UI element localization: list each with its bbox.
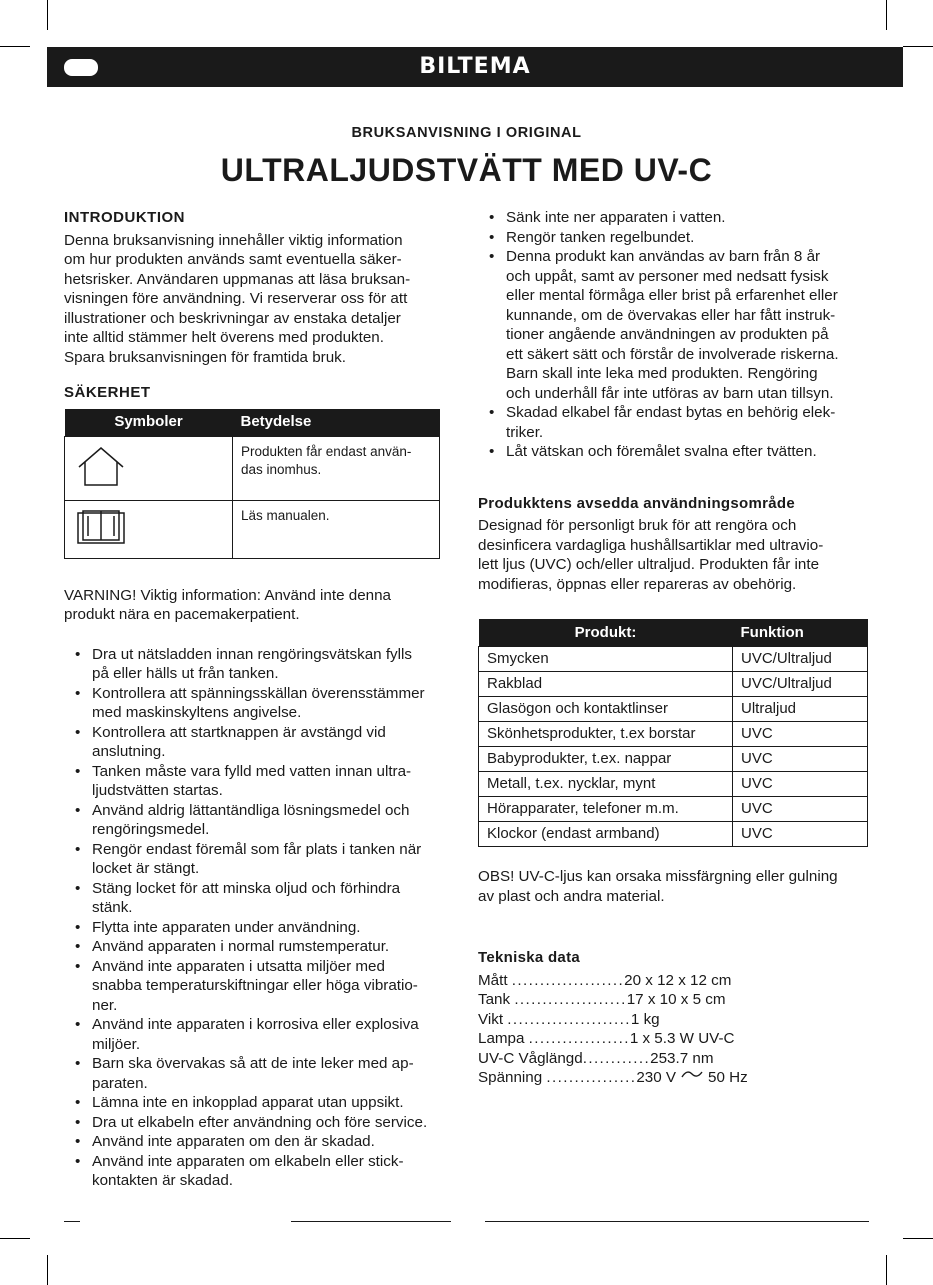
crop-mark: [0, 46, 30, 47]
tech-leader-dots: ............: [582, 1049, 651, 1067]
tech-heading: Tekniska data: [478, 949, 581, 966]
meaning-cell: [233, 436, 440, 500]
safety-bullet-list-continued: [478, 208, 898, 462]
tech-leader-dots: ................: [546, 1069, 637, 1086]
symbol-cell: [65, 436, 233, 500]
text-line: lett ljus (UVC) och/eller ultraljud. Produkten får inte: [478, 556, 820, 573]
function-cell: UVC: [733, 747, 868, 772]
function-cell: UVC: [733, 797, 868, 822]
meaning-cell: [233, 500, 440, 558]
tech-data-list: [478, 971, 898, 1088]
text-line: VARNING! Viktig information: Använd inte denna: [64, 586, 391, 604]
text-line: hetsrisker. Användaren uppmanas att läsa bruksan-: [64, 270, 411, 288]
tech-label: Vikt: [478, 1010, 508, 1028]
tech-label: Spänning: [478, 1069, 547, 1086]
list-item: [506, 208, 898, 228]
text-line: • Använd inte apparaten om elkabeln eller stick-: [92, 1152, 404, 1170]
crop-mark: [903, 46, 933, 47]
list-item: [92, 723, 464, 762]
tech-leader-dots: ....................: [514, 991, 627, 1008]
tech-label: UV-C Våglängd: [478, 1049, 583, 1067]
table-header: Funktion: [733, 619, 868, 647]
list-item: [506, 442, 898, 462]
product-function-table: [478, 619, 868, 847]
page-title: ULTRALJUDSTVÄTT MED UV-C: [220, 152, 713, 188]
product-cell: Skönhetsprodukter, t.ex borstar: [479, 722, 733, 747]
footer-rule: [485, 1221, 869, 1222]
text-line: • Barn ska övervakas så att de inte leker med ap-: [92, 1055, 414, 1072]
text-line: • Använd inte apparaten i korrosiva eller explosiva: [92, 1016, 419, 1033]
text-line: • Denna produkt kan användas av barn från 8 år: [506, 248, 821, 265]
text-line: • Använd inte apparaten om den är skadad.: [92, 1133, 375, 1150]
text-line: stänk.: [92, 899, 133, 916]
intended-use-heading: Produkktens avsedda användningsområde: [478, 494, 796, 512]
crop-mark: [886, 1255, 887, 1285]
function-cell: Ultraljud: [733, 697, 868, 722]
list-item: [92, 879, 464, 918]
intended-use-text: [478, 516, 898, 594]
text-line: locket är stängt.: [92, 860, 200, 877]
table-row: [479, 822, 868, 847]
text-line: • Lämna inte en inkopplad apparat utan uppsikt.: [92, 1094, 404, 1111]
crop-mark: [886, 0, 887, 30]
product-cell: Glasögon och kontaktlinser: [479, 697, 733, 722]
tech-value: 17 x 10 x 5 cm: [626, 991, 726, 1008]
text-line: • Rengör endast föremål som får plats i tanken när: [92, 840, 422, 858]
function-cell: UVC: [733, 722, 868, 747]
function-cell: UVC: [733, 772, 868, 797]
text-line: • Kontrollera att spänningsskällan överensstämmer: [92, 684, 425, 702]
tech-label: Lampa: [478, 1030, 529, 1047]
list-item: [92, 1113, 464, 1133]
list-item: [92, 762, 464, 801]
text-line: inte alltid stämmer helt överens med produkten.: [64, 329, 384, 346]
list-item: [506, 403, 898, 442]
text-line: snabba temperaturskiftningar eller höga vibratio-: [92, 977, 418, 994]
brand-header-bar: [47, 47, 903, 87]
text-line: OBS! UV-C-ljus kan orsaka missfärgning eller gulning: [478, 868, 838, 885]
symbols-table: [64, 409, 440, 559]
safety-heading: SÄKERHET: [64, 384, 151, 401]
text-line: och underhåll får inte utföras av barn utan tillsyn.: [506, 384, 834, 402]
text-line: • Tanken måste vara fylld med vatten innan ultra-: [92, 762, 412, 780]
text-line: Designad för personligt bruk för att rengöra och: [478, 517, 797, 534]
text-line: ett säkert sätt och förstår de involverade riskerna.: [506, 345, 839, 363]
safety-bullet-list: [64, 645, 464, 1191]
text-line: modifieras, öppnas eller repareras av obehörig.: [478, 575, 797, 593]
text-line: visningen före användning. Vi reserverar oss för att: [64, 290, 408, 307]
table-row: [65, 500, 440, 558]
list-item: [92, 957, 464, 1016]
function-cell: UVC/Ultraljud: [733, 672, 868, 697]
list-item: [92, 684, 464, 723]
tech-label: Mått: [478, 971, 512, 989]
ac-wave-icon: [680, 1068, 704, 1082]
crop-mark: [903, 1238, 933, 1239]
table-row: [479, 772, 868, 797]
text-line: paraten.: [92, 1074, 148, 1092]
text-line: Spara bruksanvisningen för framtida bruk.: [64, 348, 346, 366]
text-line: desinficera vardagliga hushållsartiklar med ultravio-: [478, 536, 824, 554]
tech-value: 230 V: [636, 1069, 677, 1086]
list-item: [92, 840, 464, 879]
tech-value: 1 kg: [630, 1010, 660, 1028]
text-line: miljöer.: [92, 1035, 141, 1053]
list-item: [92, 918, 464, 938]
product-cell: Metall, t.ex. nycklar, mynt: [479, 772, 733, 797]
intro-text: [64, 231, 464, 368]
table-header: Produkt:: [479, 619, 733, 647]
list-item: [92, 937, 464, 957]
list-item: [92, 1015, 464, 1054]
crop-mark: [47, 1255, 48, 1285]
text-line: • Dra ut elkabeln efter användning och före service.: [92, 1113, 428, 1131]
text-line: om hur produkten används samt eventuella säker-: [64, 251, 402, 268]
text-line: och uppåt, samt av personer med nedsatt fysisk: [506, 267, 829, 285]
table-row: [65, 436, 440, 500]
text-line: • Låt vätskan och föremålet svalna efter tvätten.: [506, 443, 817, 460]
table-row: [479, 647, 868, 672]
text-line: • Använd apparaten i normal rumstemperatur.: [92, 938, 390, 955]
function-cell: UVC/Ultraljud: [733, 647, 868, 672]
left-column: [64, 208, 464, 1191]
tech-value-frequency: 50 Hz: [708, 1069, 748, 1086]
text-line: tioner angående användningen av produkten på: [506, 326, 829, 343]
footer-rule: [291, 1221, 451, 1222]
text-line: illustrationer och beskrivningar av enstaka detaljer: [64, 309, 401, 327]
list-item: [92, 645, 464, 684]
text-line: kunnande, om de övervakas eller har fått instruk-: [506, 306, 836, 324]
text-line: eller mental förmåga eller brist på erfarenhet eller: [506, 287, 838, 304]
tech-value: 253.7 nm: [650, 1049, 714, 1067]
list-item: [92, 1132, 464, 1152]
tech-value: 1 x 5.3 W UV-C: [629, 1030, 735, 1047]
tech-label: Tank: [478, 991, 515, 1008]
text-line: Läs manualen.: [241, 507, 330, 523]
list-item: [92, 801, 464, 840]
tech-leader-dots: ....................: [511, 971, 625, 989]
tech-value: 20 x 12 x 12 cm: [624, 971, 732, 989]
tech-row: [478, 1010, 898, 1030]
footer-rule: [64, 1221, 80, 1222]
text-line: • Rengör tanken regelbundet.: [506, 228, 695, 246]
brand-logo: BILTEMA: [419, 54, 531, 79]
table-row: [479, 747, 868, 772]
text-line: med maskinskyltens angivelse.: [92, 704, 302, 721]
text-line: • Dra ut nätsladden innan rengöringsvätskan fylls: [92, 645, 412, 663]
product-cell: Smycken: [479, 647, 733, 672]
tech-row: [478, 971, 898, 991]
text-line: ner.: [92, 996, 118, 1014]
text-line: av plast och andra material.: [478, 887, 665, 905]
product-cell: Hörapparater, telefoner m.m.: [479, 797, 733, 822]
text-line: das inomhus.: [241, 461, 322, 477]
crop-mark: [0, 1238, 30, 1239]
text-line: • Skadad elkabel får endast bytas en behörig elek-: [506, 404, 836, 421]
text-line: kontakten är skadad.: [92, 1172, 233, 1189]
list-item: [506, 247, 898, 403]
crop-mark: [47, 0, 48, 30]
tech-row: [478, 1068, 898, 1088]
text-line: • Kontrollera att startknappen är avstängd vid: [92, 723, 386, 741]
symbol-cell: [65, 500, 233, 558]
list-item: [92, 1152, 464, 1191]
intro-heading: INTRODUKTION: [64, 209, 185, 226]
table-row: [479, 697, 868, 722]
function-cell: UVC: [733, 822, 868, 847]
text-line: Denna bruksanvisning innehåller viktig information: [64, 231, 403, 249]
text-line: Barn skall inte leka med produkten. Rengöring: [506, 365, 818, 382]
tech-row: [478, 990, 898, 1010]
text-line: rengöringsmedel.: [92, 821, 210, 838]
table-header-row: [65, 409, 440, 437]
table-row: [479, 722, 868, 747]
product-cell: Rakblad: [479, 672, 733, 697]
table-header-row: [479, 619, 868, 647]
text-line: Produkten får endast använ-: [241, 443, 412, 459]
text-line: • Sänk inte ner apparaten i vatten.: [506, 209, 726, 226]
text-line: på eller hälls ut från tanken.: [92, 665, 279, 682]
table-row: [479, 672, 868, 697]
warning-text: [64, 586, 464, 625]
right-column: [478, 208, 898, 1088]
text-line: produkt nära en pacemakerpatient.: [64, 606, 300, 623]
text-line: • Använd inte apparaten i utsatta miljöer med: [92, 957, 385, 975]
pretitle: BRUKSANVISNING I ORIGINAL: [351, 125, 582, 141]
tech-leader-dots: ......................: [507, 1010, 631, 1028]
list-item: [92, 1093, 464, 1113]
table-header: Symboler: [65, 409, 233, 437]
text-line: • Använd aldrig lättantändliga lösningsmedel och: [92, 801, 410, 819]
product-cell: Babyprodukter, t.ex. nappar: [479, 747, 733, 772]
tech-leader-dots: ..................: [528, 1030, 630, 1047]
text-line: ljudstvätten startas.: [92, 782, 223, 799]
text-line: • Flytta inte apparaten under användning.: [92, 918, 361, 936]
table-header: Betydelse: [233, 409, 440, 437]
obs-note: [478, 867, 898, 906]
text-line: • Stäng locket för att minska oljud och förhindra: [92, 879, 401, 897]
text-line: triker.: [506, 423, 544, 441]
product-cell: Klockor (endast armband): [479, 822, 733, 847]
tech-row: [478, 1029, 898, 1049]
list-item: [92, 1054, 464, 1093]
text-line: anslutning.: [92, 743, 166, 760]
table-row: [479, 797, 868, 822]
house-icon: [75, 445, 127, 489]
list-item: [506, 228, 898, 248]
tech-row: [478, 1049, 898, 1069]
manual-book-icon: [75, 507, 127, 547]
